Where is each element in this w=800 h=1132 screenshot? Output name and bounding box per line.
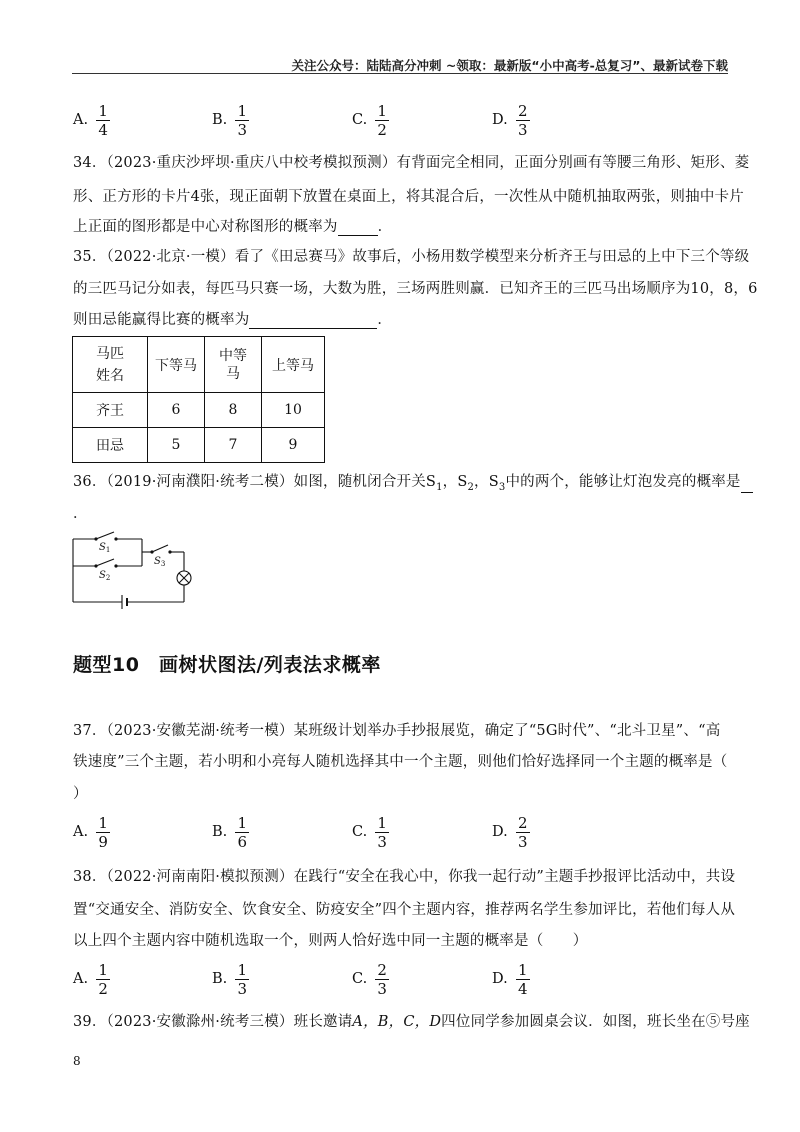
- numerator: 1: [377, 101, 387, 120]
- header-cell: 中等 马: [205, 337, 262, 393]
- q38-option-d[interactable]: [492, 955, 530, 1003]
- q38-line-3: 以上四个主题内容中随机选取一个，则两人恰好选中同一主题的概率是（ ）: [73, 933, 588, 949]
- table-row: [73, 428, 325, 463]
- q39-text-pre: 39．（2023·安徽滁州·统考三模）班长邀请: [73, 1014, 353, 1030]
- table-cell: 10: [262, 393, 325, 428]
- fraction: [516, 814, 530, 851]
- q38-option-b[interactable]: [212, 955, 249, 1003]
- option-letter: B.: [212, 112, 228, 128]
- fraction: [375, 814, 389, 851]
- fraction: [516, 961, 530, 998]
- table-cell: 6: [148, 393, 205, 428]
- switch-label-s3: $S_3$: [154, 556, 166, 568]
- denominator: 3: [377, 979, 387, 998]
- header-divider: [72, 73, 728, 74]
- q37-option-d[interactable]: [492, 808, 530, 856]
- q39-variables: A，B，C，D: [352, 1014, 442, 1030]
- switch-s1-blade: [96, 532, 114, 539]
- q33-option-a: [73, 96, 110, 144]
- contact-dot: [114, 564, 117, 567]
- contact-dot: [150, 550, 153, 553]
- q37-line-3: ）: [73, 786, 88, 802]
- option-letter: C.: [352, 971, 368, 987]
- q33-option-c: [352, 96, 389, 144]
- numerator: 1: [98, 101, 108, 120]
- circuit-diagram: [70, 526, 200, 610]
- denominator: 3: [237, 979, 248, 998]
- page-header: 关注公众号：陆陆高分冲刺 ~领取：最新版“小中高考-总复习”、最新试卷下载: [291, 58, 728, 73]
- option-letter: A.: [73, 112, 89, 128]
- numerator: 1: [237, 101, 248, 120]
- switch-s3-blade: [152, 545, 168, 552]
- option-letter: A.: [73, 971, 89, 987]
- q35-line-3: [73, 308, 392, 329]
- table-header-row: [73, 337, 325, 393]
- q34-line-1: 34．（2023·重庆沙坪坝·重庆八中校考模拟预测）有背面完全相同，正面分别画有等腰三角形、矩形、菱: [73, 155, 750, 171]
- q38-option-c[interactable]: [352, 955, 389, 1003]
- q38-line-2: 置“交通安全、消防安全、饮食安全、防疫安全”四个主题内容，推荐两名学生参加评比，若他们每人从: [73, 902, 736, 918]
- q34-line-2: 形、正方形的卡片4张，现正面朝下放置在桌面上，将其混合后，一次性从中随机抽取两张，则抽中卡片: [73, 189, 744, 205]
- option-letter: B.: [212, 824, 228, 840]
- numerator: 2: [377, 960, 387, 979]
- q33-options: [73, 96, 729, 144]
- q37-line-1: 37．（2023·安徽芜湖·统考一模）某班级计划举办手抄报展览，确定了“5G时代”、“北斗卫星”、“高: [73, 723, 721, 739]
- q36-sep: ，S: [442, 474, 468, 490]
- q34-line-3: [73, 215, 392, 236]
- q36-line-1: [73, 470, 753, 493]
- subscript: 3: [498, 481, 506, 493]
- header-cell: 上等马: [262, 337, 325, 393]
- subscript: 1: [436, 481, 443, 493]
- option-letter: A.: [73, 824, 89, 840]
- option-letter: D.: [492, 824, 508, 840]
- q35-line-1: 35．（2022·北京·一模）看了《田忌赛马》故事后，小杨用数学模型来分析齐王与田忌的上中下三个等级: [73, 249, 750, 265]
- option-letter: B.: [212, 971, 228, 987]
- contact-dot: [168, 550, 171, 553]
- switch-s2-blade: [96, 559, 114, 566]
- numerator: 1: [98, 960, 108, 979]
- header-cell: 下等马: [148, 337, 205, 393]
- q35-line-3-text: 则田忌能赢得比赛的概率为: [73, 312, 250, 328]
- fraction: [375, 961, 389, 998]
- q35-line-2: 的三匹马记分如表，每匹马只赛一场，大数为胜，三场两胜则赢．已知齐王的三匹马出场顺序为10，8，6: [73, 281, 758, 297]
- corner-top: 马匹: [96, 345, 124, 362]
- numerator: 1: [377, 813, 387, 832]
- numerator: 1: [237, 813, 248, 832]
- denominator: 3: [237, 120, 248, 139]
- option-letter: D.: [492, 971, 508, 987]
- table-cell: 8: [205, 393, 262, 428]
- denominator: 6: [237, 832, 248, 851]
- q37-line-2: 铁速度”三个主题，若小明和小亮每人随机选择其中一个主题，则他们恰好选择同一个主题的概率是（: [73, 754, 728, 770]
- fraction: [375, 102, 389, 139]
- section-heading: 题型10 画树状图法/列表法求概率: [73, 654, 381, 676]
- denominator: 3: [517, 120, 528, 139]
- table-cell: 7: [205, 428, 262, 463]
- denominator: 9: [98, 832, 108, 851]
- fraction: [96, 814, 110, 851]
- q33-option-d: [492, 96, 530, 144]
- numerator: 1: [517, 960, 528, 979]
- q37-options: [73, 808, 729, 856]
- row-name-cell: 田忌: [73, 428, 148, 463]
- q36-sep: ，S: [474, 474, 499, 490]
- q39-line-1: [73, 1010, 750, 1031]
- contact-dot: [114, 537, 117, 540]
- numerator: 2: [517, 813, 528, 832]
- q36-text-pre: 36．（2019·河南濮阳·统考二模）如图，随机闭合开关S: [73, 474, 437, 490]
- q38-options: [73, 955, 729, 1003]
- fraction: [235, 102, 249, 139]
- corner-bottom: 姓名: [96, 367, 124, 384]
- horse-score-table: [72, 336, 325, 463]
- q36-text-post: 中的两个，能够让灯泡发亮的概率是: [505, 474, 741, 490]
- switch-label-s1: $S_1$: [99, 542, 111, 554]
- q34-end: ．: [377, 219, 393, 235]
- answer-blank[interactable]: [338, 221, 378, 236]
- q34-line-3-text: 上正面的图形都是中心对称图形的概率为: [73, 219, 338, 235]
- numerator: 1: [237, 960, 248, 979]
- fraction: [96, 961, 110, 998]
- answer-blank[interactable]: [249, 314, 377, 329]
- table-row: [73, 393, 325, 428]
- contact-dot: [94, 537, 97, 540]
- denominator: 3: [517, 832, 528, 851]
- fraction: [235, 814, 249, 851]
- fraction: [235, 961, 249, 998]
- q38-line-1: 38．（2022·河南南阳·模拟预测）在践行“安全在我心中，你我一起行动”主题手抄报评比活动中，共设: [73, 869, 736, 885]
- subscript: 2: [467, 481, 475, 493]
- denominator: 3: [377, 832, 387, 851]
- option-letter: D.: [492, 112, 508, 128]
- answer-blank[interactable]: [741, 478, 753, 493]
- numerator: 1: [98, 813, 108, 832]
- table-cell: 5: [148, 428, 205, 463]
- fraction: [516, 102, 530, 139]
- q35-end: ．: [377, 312, 393, 328]
- table-cell: 9: [262, 428, 325, 463]
- denominator: 2: [98, 979, 108, 998]
- q38-option-a[interactable]: [73, 955, 110, 1003]
- fraction: [96, 102, 110, 139]
- numerator: 2: [517, 101, 528, 120]
- q37-option-b[interactable]: [212, 808, 249, 856]
- switch-label-s2: $S_2$: [99, 570, 111, 582]
- q36-line-2: ．: [73, 506, 88, 522]
- denominator: 4: [98, 120, 108, 139]
- row-name-cell: 齐王: [73, 393, 148, 428]
- q37-option-c[interactable]: [352, 808, 389, 856]
- denominator: 4: [517, 979, 528, 998]
- contact-dot: [94, 564, 97, 567]
- option-letter: C.: [352, 824, 368, 840]
- option-letter: C.: [352, 112, 368, 128]
- q39-text-post: 四位同学参加圆桌会议．如图，班长坐在⑤号座: [441, 1014, 750, 1030]
- table-corner-cell: [73, 337, 148, 393]
- denominator: 2: [377, 120, 387, 139]
- page-number: 8: [73, 1054, 81, 1068]
- q33-option-b: [212, 96, 249, 144]
- q37-option-a[interactable]: [73, 808, 110, 856]
